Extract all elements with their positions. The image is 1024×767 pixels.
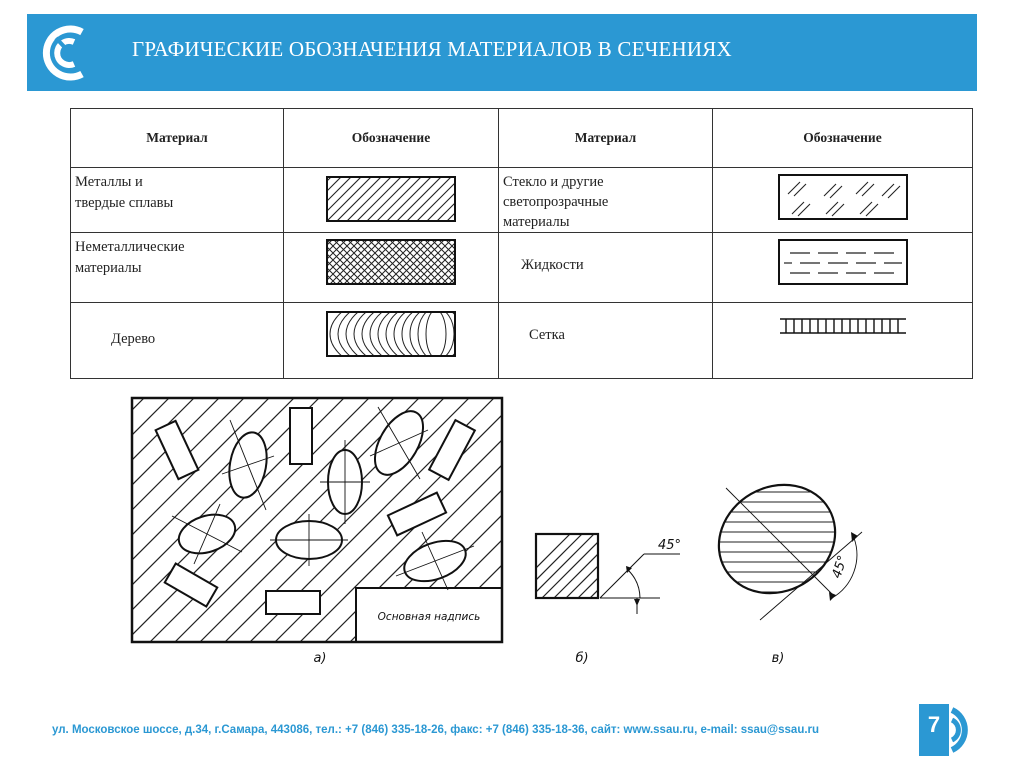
materials-table [70,108,973,379]
symbol-cell [284,168,499,233]
symbol-cell [713,168,973,233]
material-mesh: Сетка [529,327,565,343]
title-block-label: Основная надпись [377,611,481,623]
liquids-dash-symbol [778,239,908,285]
table-row [71,233,973,303]
table-header-row [71,109,973,168]
material-cell [71,233,284,303]
metals-hatch-symbol [326,176,456,222]
header-symbol-2: Обозначение [713,109,973,168]
caption-a: а) [313,651,327,666]
caption-v: в) [771,651,785,666]
material-cell [499,168,713,233]
mesh-symbol [778,315,908,345]
footer-contact: ул. Московское шоссе, д.34, г.Самара, 443086, тел.: +7 (846) 335-18-26, факс: +7 (846) 335-18-36, сайт: www.ssau.ru, e-mail: ssau@ssau.ru [52,724,820,736]
material-cell [71,168,284,233]
material-nonmetals: Неметаллические материалы [75,239,185,276]
material-cell [71,303,284,379]
caption-b: б) [575,651,589,666]
symbol-cell [284,233,499,303]
section-figures [120,392,880,682]
angle-label-b: 45° [658,538,682,553]
material-metals: Металлы и твердые сплавы [75,174,174,211]
table-row [71,303,973,379]
wood-arc-symbol [326,311,456,357]
page-number: 7 [927,712,941,737]
material-liquids: Жидкости [521,257,584,273]
symbol-cell [713,303,973,379]
footer-logo-icon [950,704,980,756]
symbol-cell [713,233,973,303]
table-row [71,168,973,233]
header-material-2: Материал [499,109,713,168]
university-logo-icon [34,18,104,88]
material-wood: Дерево [111,331,156,347]
header-symbol-1: Обозначение [284,109,499,168]
figure-a-hatched-plate [120,392,725,666]
figure-b-hatched-square [506,534,681,666]
material-cell [499,303,713,379]
angle-label-v: 45° [829,553,851,581]
material-glass: Стекло и другие светопрозрачные материалы [503,174,609,230]
nonmetals-crosshatch-symbol [326,239,456,285]
symbol-cell [284,303,499,379]
slide-title: ГРАФИЧЕСКИЕ ОБОЗНАЧЕНИЯ МАТЕРИАЛОВ В СЕЧЕНИЯХ [132,37,732,61]
material-cell [499,233,713,303]
header-material-1: Материал [71,109,284,168]
figure-v-hatched-ellipse [699,464,862,666]
glass-hatch-symbol [778,174,908,220]
